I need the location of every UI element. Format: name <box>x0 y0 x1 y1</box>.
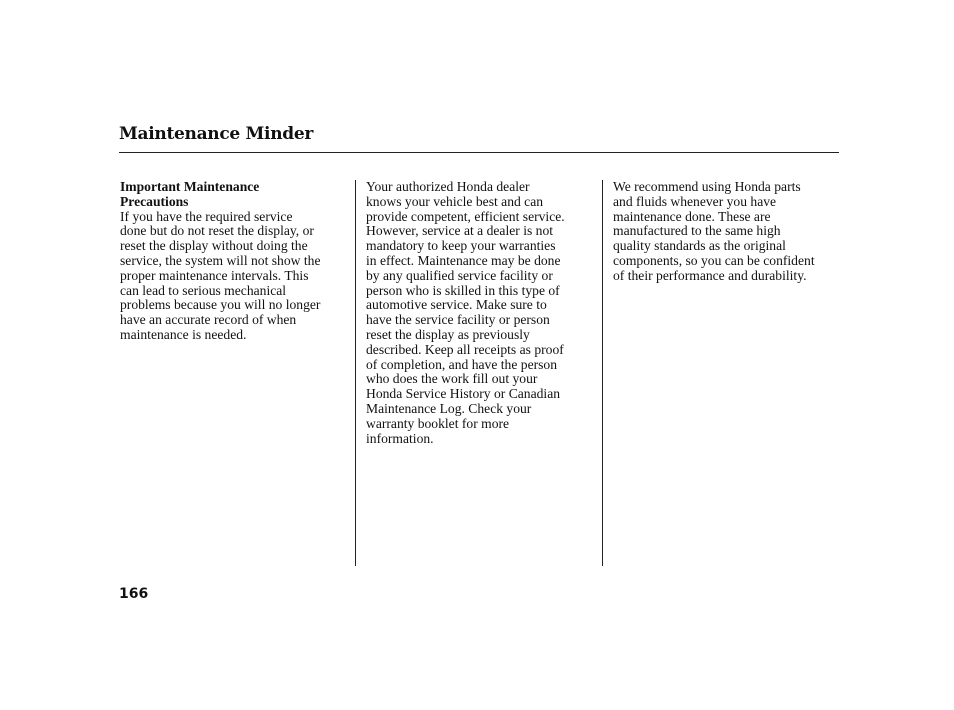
body-paragraph <box>120 210 348 343</box>
column-dealer <box>366 180 594 446</box>
text-line: warranty booklet for more <box>366 415 510 431</box>
body-paragraph <box>613 180 841 284</box>
text-line: maintenance is needed. <box>120 326 247 342</box>
text-line: have the service facility or person <box>366 312 550 328</box>
section-heading-line: Precautions <box>120 193 189 209</box>
text-line: in effect. Maintenance may be done <box>366 252 561 268</box>
text-line: of their performance and durability. <box>613 267 807 283</box>
title-divider <box>119 152 839 153</box>
column-divider <box>355 180 356 566</box>
section-heading-line: Important Maintenance <box>120 179 260 194</box>
text-line: who does the work fill out your <box>366 371 538 387</box>
text-line: of completion, and have the person <box>366 356 558 372</box>
page-number: 166 <box>119 586 149 602</box>
text-line: reset the display as previously <box>366 326 530 342</box>
text-line: by any qualified service facility or <box>366 267 553 283</box>
text-line: However, service at a dealer is not <box>366 223 554 239</box>
text-line: We recommend using Honda parts <box>613 179 801 194</box>
text-line: person who is skilled in this type of <box>366 282 560 298</box>
text-line: and fluids whenever you have <box>613 193 777 209</box>
text-line: Maintenance Log. Check your <box>366 400 532 416</box>
text-line: have an accurate record of when <box>120 312 297 328</box>
text-line: Honda Service History or Canadian <box>366 386 561 402</box>
text-line: provide competent, efficient service. <box>366 208 565 224</box>
section-heading <box>120 180 348 210</box>
text-line: service, the system will not show the <box>120 252 321 268</box>
text-line: components, so you can be confident <box>613 252 815 268</box>
text-line: can lead to serious mechanical <box>120 282 287 298</box>
text-line: proper maintenance intervals. This <box>120 267 309 283</box>
column-parts <box>613 180 841 284</box>
text-line: automotive service. Make sure to <box>366 297 547 313</box>
text-line: manufactured to the same high <box>613 223 781 239</box>
text-line: knows your vehicle best and can <box>366 193 544 209</box>
text-line: If you have the required service <box>120 208 293 224</box>
page-title: Maintenance Minder <box>119 124 314 144</box>
column-precautions <box>120 180 348 343</box>
text-line: problems because you will no longer <box>120 297 321 313</box>
body-paragraph <box>366 180 594 446</box>
text-line: done but do not reset the display, or <box>120 223 314 239</box>
text-line: mandatory to keep your warranties <box>366 238 556 254</box>
column-divider <box>602 180 603 566</box>
text-line: quality standards as the original <box>613 238 786 254</box>
text-line: described. Keep all receipts as proof <box>366 341 564 357</box>
text-line: Your authorized Honda dealer <box>366 179 530 194</box>
text-line: reset the display without doing the <box>120 238 308 254</box>
text-line: information. <box>366 430 434 446</box>
text-line: maintenance done. These are <box>613 208 771 224</box>
